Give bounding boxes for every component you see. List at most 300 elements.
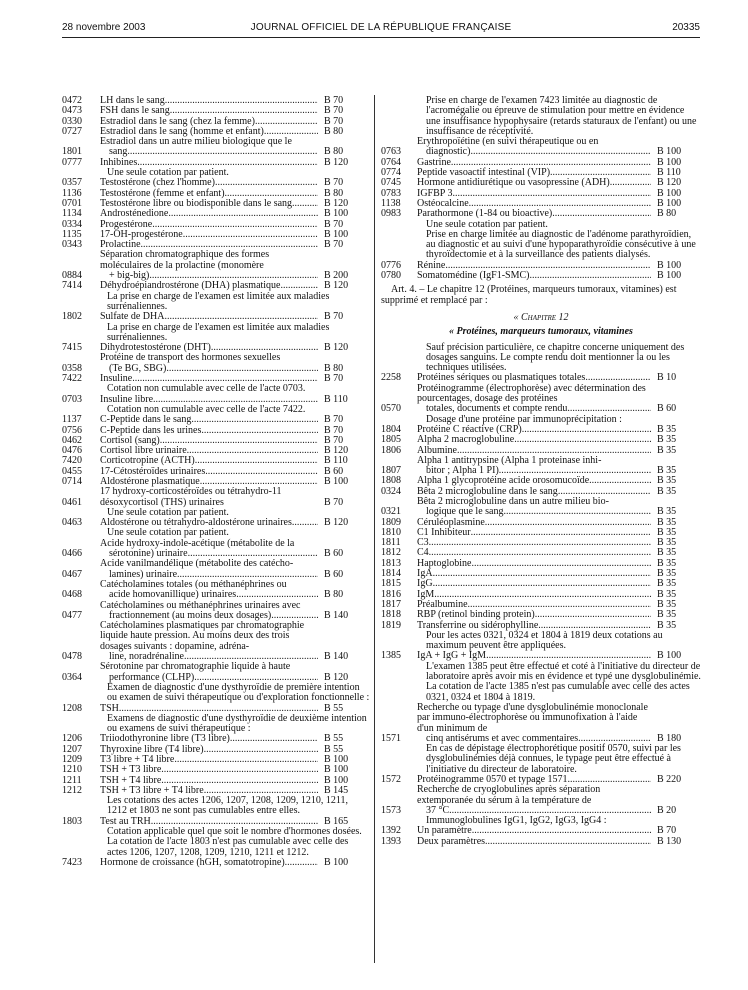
act-price: B 120 (324, 280, 349, 292)
act-label: Catécholamines totales (ou méthanéphrines ou (100, 578, 287, 590)
act-price: B 120 (324, 197, 349, 209)
act-code: 1804 (381, 423, 401, 435)
act-price: B 70 (324, 311, 344, 323)
act-code: 0466 (62, 548, 82, 560)
dot-leader (166, 364, 318, 374)
act-label: Test au TRH (100, 815, 151, 827)
act-price: B 100 (657, 270, 682, 282)
note-text: Pour les actes 0321, 0324 et 1804 à 1819 deux cotations au maximum peuvent être appliquées. (426, 629, 663, 652)
act-price: B 35 (657, 506, 677, 518)
note-text: Cotation non cumulable avec celle de l'acte 0703. (107, 383, 306, 395)
act-price: B 70 (324, 496, 344, 508)
act-label: Triiodothyronine libre (T3 libre) (100, 733, 230, 745)
table-row (62, 487, 370, 508)
act-price: B 165 (324, 815, 349, 827)
act-code: 0727 (62, 125, 82, 137)
act-code: 0983 (381, 208, 401, 220)
act-code: 1815 (381, 578, 401, 590)
act-code: 1134 (62, 208, 82, 220)
act-description (417, 569, 651, 579)
dot-leader (485, 837, 651, 847)
header-rule (62, 37, 700, 38)
act-description (100, 539, 318, 560)
act-label: Céruléoplasmine (417, 516, 485, 528)
column-divider (374, 95, 375, 963)
act-price: B 110 (324, 455, 348, 467)
act-description (417, 137, 651, 158)
act-description (417, 610, 651, 620)
note-text: Prise en charge de l'examen 7423 limitée au diagnostic de l'acromégalie ou épreuve de stimulation pour mettre en évidence une insuffisance hypophysaire (retards staturaux de l'enfant) ou une insuffisance de réceptivité. (426, 95, 697, 137)
table-row (381, 271, 701, 281)
act-label-line2: diagnostic) (426, 146, 471, 158)
note-text: Sauf précision particulière, ce chapitre concerne uniquement des dosages sanguins. Le compte rendu doit mentionner la ou les techniques utilisées. (426, 341, 685, 374)
act-code: 1813 (381, 557, 401, 569)
dot-leader (191, 415, 318, 425)
act-label: Protéine de transport des hormones sexuelles (100, 352, 281, 364)
act-code: 1805 (381, 434, 401, 446)
dot-leader (292, 199, 318, 209)
act-code: 1135 (62, 228, 82, 240)
dot-leader (429, 538, 651, 548)
table-row (62, 601, 370, 622)
act-label: Protéines sériques ou plasmatiques totales (417, 372, 586, 384)
act-label-line2: lamines) urinaire (109, 568, 178, 580)
act-label-line (417, 538, 651, 548)
act-label: T3 libre + T4 libre (100, 754, 175, 765)
dot-leader (472, 826, 651, 836)
act-label-line (100, 415, 318, 425)
act-label: Insuline (100, 373, 133, 385)
act-code: 1573 (381, 804, 401, 816)
act-price: B 120 (324, 342, 349, 354)
act-price: B 35 (657, 568, 677, 580)
act-code: 1207 (62, 743, 82, 755)
act-code: 7420 (62, 455, 82, 467)
act-label: Un paramètre (417, 825, 472, 837)
act-code: 0764 (381, 156, 401, 168)
dot-leader (433, 579, 651, 589)
note-text: La prise en charge de l'examen est limitée aux maladies surrénaliennes. (107, 290, 330, 312)
note-text: Dosage d'une protéine par immunoprécipitation : (426, 413, 622, 425)
act-price: B 80 (324, 187, 344, 199)
table-row (62, 858, 370, 868)
act-price: B 55 (324, 702, 344, 714)
act-description (100, 353, 318, 374)
act-label: Testostérone (femme et enfant) (100, 187, 225, 199)
act-label: 17 hydroxy-corticostéroïdes ou tétrahydro-11 désoxycortisol (THS) urinaires (100, 486, 282, 508)
table-row (381, 435, 701, 445)
table-row (62, 539, 370, 560)
act-price: B 110 (657, 167, 681, 179)
act-code: 0783 (381, 187, 401, 199)
act-code: 0777 (62, 156, 82, 168)
act-code: 1807 (381, 465, 401, 477)
act-label-line (417, 271, 651, 281)
act-price: B 80 (324, 362, 344, 374)
act-label: Alpha 1 antitrypsine (Alpha 1 proteinase inhi- (417, 454, 602, 466)
act-price: B 35 (657, 526, 677, 538)
header-page-number: 20335 (672, 22, 700, 33)
act-description (100, 487, 318, 508)
act-description (100, 250, 318, 281)
act-price: B 140 (324, 609, 349, 621)
act-code: 0455 (62, 465, 82, 477)
act-code: 1210 (62, 764, 82, 776)
act-label-line (100, 312, 318, 322)
dot-leader (164, 312, 318, 322)
act-label: Albumine (417, 444, 457, 456)
act-label: C4 (417, 547, 429, 559)
act-code: 0776 (381, 259, 401, 271)
note-text: Une seule cotation par patient. (107, 527, 229, 539)
act-label: Acide vanilmandélique (métabolite des catécho- (100, 558, 294, 570)
note-text: Cotation applicable quel que soit le nombre d'hormones dosées. (107, 826, 362, 838)
dot-leader (292, 518, 318, 528)
act-code: 1571 (381, 732, 401, 744)
act-label: Progestérone (100, 218, 153, 230)
act-code: 0478 (62, 651, 82, 663)
act-price: B 35 (657, 598, 677, 610)
act-label: Estradiol dans un autre milieu biologique que le (100, 136, 292, 148)
act-label-continued (100, 590, 318, 600)
act-label: Protéine C réactive (CRP) (417, 423, 522, 435)
act-code: 0321 (381, 506, 401, 518)
act-code: 1817 (381, 598, 401, 610)
dot-leader (236, 590, 318, 600)
act-price: B 120 (324, 445, 349, 457)
note-text: En cas de dépistage électrophorétique positif 0570, suivi par les dysglobulinémies déjà connues, le typage peut être effectué à l'initiative du directeur de laboratoire. (426, 743, 681, 775)
act-label: Sulfate de DHA (100, 311, 165, 323)
dot-leader (230, 734, 318, 744)
act-description (417, 703, 651, 744)
act-label-line (417, 579, 651, 589)
act-code: 1810 (381, 526, 401, 538)
act-description (100, 580, 318, 601)
act-label: Cortisol (sang) (100, 434, 160, 446)
dot-leader (168, 209, 318, 219)
act-label: IgG (417, 578, 433, 590)
act-description (100, 621, 318, 662)
act-description (100, 601, 318, 622)
act-label: RBP (retinol binding protein) (417, 609, 535, 621)
act-description (417, 559, 651, 569)
act-label-line (417, 559, 651, 569)
act-description (417, 456, 651, 477)
act-price: B 180 (657, 732, 682, 744)
act-price: B 35 (657, 465, 677, 477)
act-description (100, 415, 318, 425)
act-label-line2: line, noradrénaline (109, 651, 184, 663)
act-code: 1809 (381, 516, 401, 528)
act-price: B 35 (657, 475, 677, 487)
table-row (381, 497, 701, 518)
note-text: Une seule cotation par patient. (107, 506, 229, 518)
header-title: JOURNAL OFFICIEL DE LA RÉPUBLIQUE FRANÇAISE (250, 22, 512, 33)
table-row (381, 785, 701, 816)
act-price: B 35 (657, 547, 677, 559)
act-code: 0476 (62, 445, 82, 457)
dot-leader (535, 610, 651, 620)
act-code: 1806 (381, 444, 401, 456)
act-price: B 120 (657, 177, 682, 189)
act-price: B 35 (657, 444, 677, 456)
table-row (62, 662, 370, 683)
act-description (417, 579, 651, 589)
act-description (100, 312, 318, 322)
act-label: 17-OH-progestérone (100, 228, 183, 240)
act-code: 1212 (62, 784, 82, 796)
act-code: 1211 (62, 774, 82, 786)
act-label-line2: 37 °C (426, 804, 450, 816)
act-label: Bêta 2 microglobuline dans le sang (417, 485, 558, 497)
act-price: B 35 (657, 619, 677, 631)
act-label-line2: sérotonine) urinaire (109, 548, 188, 560)
act-code: 1138 (381, 197, 401, 209)
note-text: La cotation de l'acte 1803 n'est pas cumulable avec celle des actes 1206, 1207, 1208, 1209, 1210, 1211 et 1212. (107, 836, 349, 858)
note-text: Prise en charge limitée au diagnostic de l'adénome parathyroïdien, au diagnostic et au suivi d'une hypoparathyroïdie consécutive à une thyroïdectomie et à la surveillance des patients dialysés. (426, 228, 696, 261)
dot-leader (452, 189, 651, 199)
act-label: Catécholamines plasmatiques par chromatographie liquide haute pression. Au moins deux des trois dosages suivants : dopamine, adréna- (100, 620, 305, 652)
dot-leader (470, 147, 651, 157)
act-label: Somatomédine (IgF1-SMC) (417, 270, 530, 282)
act-code: 0472 (62, 95, 82, 106)
act-label: 17-Cétostéroïdes urinaires (100, 465, 206, 477)
act-code: 1802 (62, 311, 82, 323)
act-label-line2: bitor ; Alpha 1 PI) (426, 465, 499, 477)
act-price: B 60 (657, 403, 677, 415)
note-text: La cotation de l'acte 1385 n'est pas cumulable avec celle des actes 0321, 0324 et 1804 à 1819. (426, 681, 690, 703)
act-price: B 100 (657, 259, 682, 271)
act-code: 0701 (62, 197, 82, 209)
act-label: Insuline libre (100, 393, 154, 405)
act-label: Recherche ou typage d'une dysglobulinémie monoclonale par immuno-électrophorèse ou immunofixation à l'aide d'un minimum de (417, 701, 648, 734)
act-label: IgM (417, 588, 435, 600)
act-code: 0774 (381, 167, 401, 179)
act-label-line2: sang (109, 146, 128, 158)
table-row (62, 353, 370, 374)
right-column (381, 96, 701, 847)
dot-leader (471, 559, 651, 569)
act-label: Alpha 1 glycoprotéine acide orosomucoïde (417, 475, 590, 487)
act-code: 0884 (62, 270, 82, 282)
table-row (381, 837, 701, 847)
act-label-line (417, 837, 651, 847)
act-label: IGFBP 3 (417, 187, 453, 199)
act-label-line2: (Te BG, SBG) (109, 362, 167, 374)
act-price: B 20 (657, 804, 677, 816)
act-description (100, 858, 318, 868)
act-label-line (417, 569, 651, 579)
act-label: Deux paramètres (417, 835, 486, 847)
act-label: Hormone antidiurétique ou vasopressine (ADH) (417, 177, 610, 189)
act-price: B 70 (324, 373, 344, 385)
dot-leader (471, 528, 651, 538)
act-code: 1137 (62, 414, 82, 426)
table-row (381, 137, 701, 158)
act-label: C1 Inhibiteur (417, 526, 471, 538)
note-text: Les cotations des actes 1206, 1207, 1208, 1209, 1210, 1211, 1212 et 1803 ne sont pas cumulables entre elles. (107, 795, 348, 817)
act-label-line (100, 858, 318, 868)
act-description (417, 178, 651, 188)
act-code: 1572 (381, 774, 401, 785)
act-label: Estradiol dans le sang (homme et enfant) (100, 125, 264, 137)
act-code: 0357 (62, 177, 82, 189)
act-code: 0364 (62, 671, 82, 683)
act-label: IgA + IgG + IgM (417, 650, 487, 662)
act-label: Bêta 2 microglobuline dans un autre milieu bio- (417, 495, 609, 507)
act-price: B 100 (324, 764, 349, 776)
act-label: Gastrine (417, 156, 451, 168)
act-label: Testostérone libre ou biodisponible dans le sang (100, 197, 293, 209)
act-label: Déhydroépiandrostérone (DHA) plasmatique (100, 280, 281, 292)
act-label: Préalbumine (417, 598, 468, 610)
act-label-line2: logique que le sang (426, 506, 504, 518)
dot-leader (485, 518, 651, 528)
act-code: 0780 (381, 270, 401, 282)
act-label: Protéinogramme (électrophorèse) avec détermination des pourcentages, dosage des protéines (417, 382, 646, 405)
note-text: Une seule cotation par patient. (426, 218, 548, 230)
note-text: Examen de diagnostic d'une dysthyroïdie de première intention ou examen de suivi thérapeutique ou d'exploration fonctionnelle : (107, 681, 370, 704)
act-code: 0468 (62, 589, 82, 601)
act-code: 0703 (62, 393, 82, 405)
act-price: B 55 (324, 733, 344, 745)
act-price: B 130 (657, 835, 682, 847)
act-description (100, 559, 318, 580)
act-label: Corticotropine (ACTH) (100, 455, 195, 467)
act-code: 0467 (62, 568, 82, 580)
act-description (417, 785, 651, 816)
act-label: Cortisol libre urinaire (100, 445, 187, 457)
act-code: 1393 (381, 835, 401, 847)
act-label-line (417, 178, 651, 188)
act-price: B 70 (324, 115, 344, 127)
act-label-line (417, 435, 651, 445)
act-label: C-Peptide dans le sang (100, 414, 192, 426)
act-price: B 70 (324, 424, 344, 436)
act-price: B 100 (324, 228, 349, 240)
chapter-subtitle: « Protéines, marqueurs tumoraux, vitamines (449, 326, 633, 338)
act-code: 0477 (62, 609, 82, 621)
act-label-line2: + big-big) (109, 270, 150, 282)
note-text: Immunoglobulines IgG1, IgG2, IgG3, IgG4 : (426, 815, 607, 827)
dot-leader (552, 209, 651, 219)
act-label: Dihydrotestostérone (DHT) (100, 342, 211, 354)
table-row (62, 559, 370, 580)
act-price: B 35 (657, 434, 677, 446)
act-label-line (417, 528, 651, 538)
act-price: B 100 (324, 754, 349, 765)
dot-leader (161, 765, 318, 775)
dot-leader (127, 147, 318, 157)
act-price: B 100 (324, 208, 349, 220)
act-description (100, 137, 318, 158)
act-label: Sérotonine par chromatographie liquide à haute (100, 661, 291, 673)
act-label: Estradiol dans le sang (chez la femme) (100, 115, 255, 127)
table-row (62, 621, 370, 662)
table-row (381, 538, 701, 548)
act-label-line2: cinq antisérums et avec commentaires (426, 732, 579, 744)
act-price: B 80 (324, 589, 344, 601)
act-code: 7415 (62, 342, 82, 354)
act-label: Androsténedione (100, 208, 169, 220)
act-code: 1392 (381, 825, 401, 837)
dot-leader (433, 569, 651, 579)
table-row (381, 610, 701, 620)
dot-leader (255, 117, 318, 127)
note-text: L'examen 1385 peut être effectué et coté à l'initiative du directeur de laboratoire après avoir mis en évidence et typé une dysglobulinémie. (426, 660, 701, 683)
act-code: 7414 (62, 280, 82, 292)
act-code: 1136 (62, 187, 82, 199)
act-price: B 100 (657, 650, 682, 662)
dot-leader (589, 476, 651, 486)
act-code: 0358 (62, 362, 82, 374)
act-code: 7422 (62, 373, 82, 385)
act-label: Séparation chromatographique des formes moléculaires de la prolactine (monomère (100, 249, 270, 271)
act-description (417, 837, 651, 847)
act-description (417, 528, 651, 538)
act-price: B 70 (324, 239, 344, 251)
act-description (417, 271, 651, 281)
chapter-heading: « Chapitre 12 (513, 311, 569, 323)
act-code: 1808 (381, 475, 401, 487)
act-code: 0473 (62, 105, 82, 117)
act-label-line2: totales, documents et compte rendu (426, 403, 568, 415)
act-price: B 70 (324, 95, 344, 106)
act-label: FSH dans le sang (100, 105, 170, 117)
act-code: 0462 (62, 434, 82, 446)
act-price: B 100 (324, 475, 349, 487)
act-code: 0461 (62, 496, 82, 508)
act-price: B 70 (657, 825, 677, 837)
dot-leader (183, 230, 318, 240)
act-label: Aldostérone plasmatique (100, 475, 200, 487)
act-label: Parathormone (1-84 ou bioactive) (417, 208, 553, 220)
act-label: Erythropoïétine (en suivi thérapeutique ou en (417, 136, 599, 148)
act-price: B 120 (324, 671, 349, 683)
act-code: 0745 (381, 177, 401, 189)
act-price: B 60 (324, 465, 344, 477)
act-label: Haptoglobine (417, 557, 472, 569)
act-label: Alpha 2 macroglobuline (417, 434, 515, 446)
dot-leader (285, 858, 318, 868)
act-label: Prolactine (100, 239, 141, 251)
dot-leader (530, 271, 652, 281)
act-label: TSH + T3 libre (100, 764, 162, 776)
act-label: Catécholamines ou méthanéphrines urinaires avec (100, 599, 301, 611)
act-price: B 60 (324, 548, 344, 560)
act-price: B 35 (657, 588, 677, 600)
act-code: 0714 (62, 475, 82, 487)
act-label: Inhibines (100, 156, 138, 168)
act-code: 1816 (381, 588, 401, 600)
act-label: Rénine (417, 259, 446, 271)
left-column (62, 96, 370, 868)
act-code: 1206 (62, 733, 82, 745)
act-label: Ostéocalcine (417, 197, 469, 209)
act-code: 0334 (62, 218, 82, 230)
act-label: Recherche de cryoglobulines après séparation extemporanée du sérum à la température de (417, 784, 601, 806)
act-description (100, 662, 318, 683)
table-row (381, 703, 701, 744)
dot-leader (503, 507, 651, 517)
act-price: B 120 (324, 517, 349, 529)
act-code: 1385 (381, 650, 401, 662)
act-description (417, 497, 651, 518)
dot-leader (514, 435, 651, 445)
table-row (62, 250, 370, 281)
act-price: B 35 (657, 423, 677, 435)
act-price: B 100 (657, 156, 682, 168)
